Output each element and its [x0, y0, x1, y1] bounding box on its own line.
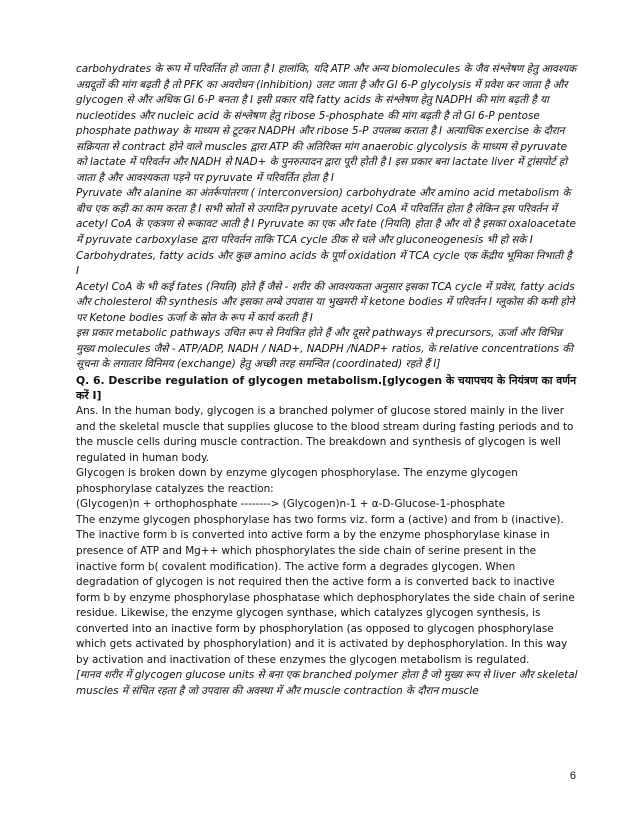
hindi-paragraph-2: Pyruvate और alanine का अंतर्रूपांतरण ( interconversion) carbohydrate और amino acid metabolism के बीच एक कड़ी का काम करता है I सभी स्रोतों से उत्पादित pyruvate acetyl CoA में परिवर्तित होता है लेकिन इस परिवर्तन में acetyl CoA के एकत्रण से रूकावट आती है I Pyruvate का एक और fate (नियति) होता है और वो है इसका oxaloacetate में pyruvate carboxylase द्वारा परिवर्तन ताकि TCA cycle ठीक से चले और gluconeogenesis भी हो सके I Carbohydrates, fatty acids और कुछ amino acids के पूर्ण oxidation में TCA cycle एक केंद्रीय भूमिका निभाती है I — [76, 187, 576, 278]
answer-paragraph-2: Glycogen is broken down by enzyme glycogen phosphorylase. The enzyme glycogen phosphorylase catalyzes the reaction: — [76, 467, 518, 495]
hindi-paragraph-5: [मानव शरीर में glycogen glucose units से बना एक branched polymer होता है जो मुख्य रूप से liver और skeletal muscles में संचित रहता है जो उपवास की अवस्था में और muscle contraction के दौरान muscle — [76, 669, 578, 697]
hindi-paragraph-3: Acetyl CoA के भी कई fates (नियति) होते हैं जैसे - शरीर की आवश्यकता अनुसार इसका TCA cycle में प्रवेश, fatty acids और cholesterol की synthesis और इसका लम्बे उपवास या भुखमरी में ketone bodies में परिवर्तन I ग्लूकोस की कमी होने पर Ketone bodies ऊर्जा के स्रोत के रूप में कार्य करती हैं I — [76, 280, 575, 324]
hindi-paragraph-4: इस प्रकार metabolic pathways उचित रूप से नियंत्रित होते हैं और दूसरे pathways से precursors, ऊर्जा और विभिन्न मुख्य molecules जैसे - ATP/ADP, NADH / NAD+, NADPH /NADP+ ratios, के relative concentrations की सूचना के लगातार विनिमय (exchange) हेतु अच्छी तरह समन्वित (coordinated) रहते हैं I] — [76, 327, 574, 371]
answer-paragraph-3: The enzyme glycogen phosphorylase has two forms viz. form a (active) and from b (inactive). The inactive form b is converted into active form a by the enzyme phosphorylase kinase in presence of ATP and Mg++ which phosphorylates the side chain of serine present in the inactive form b( covalent modification). The active form a degrades glycogen. When degradation of glycogen is not required then the active form a is converted back to inactive form b by enzyme phosphorylase phosphatase which dephosphorylates the side chain of serine residue. Likewise, the enzyme glycogen synthase, which catalyzes glycogen synthesis, is converted into an inactive form by phosphorylation (as opposed to glycogen phosphorylase which gets activated by phosphorylation) and it is activated by dephosphorylation. In this way by activation and inactivation of these enzymes the glycogen metabolism is regulated. — [76, 513, 575, 666]
reaction-equation: (Glycogen)n + orthophosphate --------> (Glycogen)n-1 + α-D-Glucose-1-phosphate — [76, 498, 505, 511]
answer-paragraph-1: Ans. In the human body, glycogen is a branched polymer of glucose stored mainly in the liver and the skeletal muscle that supplies glucose to the blood stream during fasting periods and to the muscle cells during muscle contraction. The breakdown and synthesis of glycogen is well regulated in human body. — [76, 405, 574, 464]
hindi-paragraph-1: carbohydrates के रूप में परिवर्तित हो जाता है I हालांकि, यदि ATP और अन्य biomolecules के जैव संश्लेषण हेतु आवश्यक अग्रदूतों की मांग बढ़ती है तो PFK का अवरोधन (inhibition) उलट जाता है और Gl 6-P glycolysis में प्रवेश कर जाता है और glycogen से और अधिक Gl 6-P बनता है I इसी प्रकार यदि fatty acids के संश्लेषण हेतु NADPH की मांग बढ़ती है या nucleotides और nucleic acid के संश्लेषण हेतु ribose 5-phosphate की मांग बढ़ती है तो Gl 6-P pentose phosphate pathway के माध्यम से टूटकर NADPH और ribose 5-P उपलब्ध कराता है I अत्याधिक exercise के दौरान सक्रियता से contract होने वाले muscles द्वारा ATP की अतिरिक्त मांग anaerobic glycolysis के माध्यम से pyruvate को lactate में परिवर्तन और NADH से NAD+ के पुनरुत्पादन द्वारा पूरी होती है I इस प्रकार बना lactate liver में ट्रांसपोर्ट हो जाता है और आवश्यकता पड़ने पर pyruvate में परिवर्तित होता है I — [76, 63, 577, 184]
page-number: 6 — [569, 770, 576, 782]
question-heading: Q. 6. Describe regulation of glycogen metabolism.[glycogen के चयापचय के नियंत्रण का वर्णन करें I] — [76, 373, 577, 403]
